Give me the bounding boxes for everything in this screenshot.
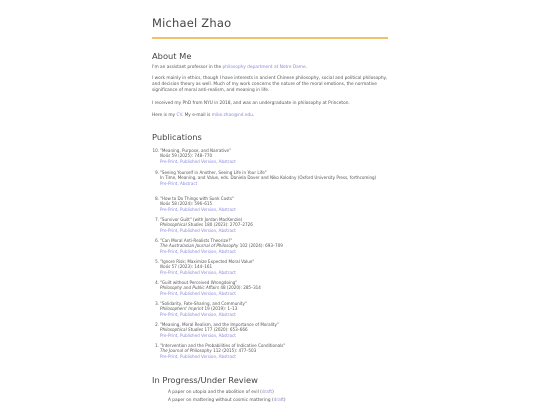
publication-details: In Time, Meaning, and Value, eds. Daniela Dover and Niko Kolodny (Oxford University Press, forthcoming)	[160, 175, 377, 181]
publication-item	[155, 280, 388, 296]
publication-number: 9.	[155, 170, 159, 175]
publication-number: 10.	[152, 148, 159, 153]
contact-suffix: .	[252, 113, 255, 118]
publication-item	[152, 148, 388, 164]
publication-details: 19 (2019): 1–13	[203, 306, 238, 312]
publication-journal: Noûs	[160, 264, 171, 270]
publication-number: 5.	[155, 259, 159, 264]
publication-item	[155, 238, 388, 254]
publication-links[interactable]: Pre-Print, Published Version, Abstract	[160, 353, 236, 359]
about-intro	[152, 65, 388, 71]
publication-title: "Ignore Risk; Maximize Expected Moral Value"	[160, 259, 255, 264]
publication-journal: The Australasian Journal of Philosophy	[160, 243, 239, 249]
publication-links[interactable]: Pre-Print, Published Version, Abstract	[160, 332, 236, 338]
department-link[interactable]: philosophy department at Notre Dame	[222, 65, 306, 70]
publication-links[interactable]: Pre-Print, Abstract	[160, 180, 198, 186]
publication-number: 7.	[155, 217, 159, 222]
publication-journal: Philosophical Studies	[160, 327, 204, 333]
draft-link[interactable]: draft	[273, 398, 284, 403]
about-heading: About Me	[152, 51, 192, 61]
in-progress-heading: In Progress/Under Review	[152, 375, 258, 385]
email-prefix: . My e-mail is	[181, 113, 212, 118]
publication-title: "Can Moral Anti-Realists Theorize?"	[160, 238, 233, 243]
publication-item	[155, 322, 388, 338]
publication-item	[155, 343, 388, 359]
draft-link[interactable]: draft	[261, 390, 273, 395]
about-education: I received my PhD from NYU in 2018, and was an undergraduate in philosophy at Princeton.	[152, 101, 350, 106]
publication-item	[155, 301, 388, 317]
in-progress-suffix: )	[283, 398, 286, 403]
publication-title: "Survivor Guilt" (with Jordan MacKenzie)	[160, 217, 243, 222]
publication-item	[155, 170, 388, 186]
about-research: I work mainly in ethics, though I have interests in ancient Chinese philosophy, social and political philosophy, and decision theory as well. Much of my work concerns the nature of the moral emotions, the normative significance of moral anti-realism, and meaning in life.	[152, 76, 388, 93]
publication-journal: The Journal of Philosophy	[160, 348, 212, 354]
publication-number: 3.	[155, 301, 159, 306]
publication-number: 8.	[155, 196, 159, 201]
publication-journal: Philosophy and Public Affairs	[160, 285, 220, 291]
publication-links[interactable]: Pre-Print, Published Version, Abstract	[160, 290, 236, 296]
publication-links[interactable]: Pre-Print, Published Version, Abstract	[160, 158, 236, 164]
publication-title: "Meaning, Moral Realism, and the Importance of Morality"	[160, 322, 279, 327]
publication-title: "How to Do Things with Sunk Costs"	[160, 196, 234, 201]
publication-links[interactable]: Pre-Print, Published Version, Abstract	[160, 227, 236, 233]
publication-journal: Philosophers' Imprint	[160, 306, 204, 312]
publication-journal: Noûs	[160, 153, 171, 159]
in-progress-text: A paper on utopia and the abolition of evil (	[168, 390, 262, 395]
publication-title: "Guilt without Perceived Wrongdoing"	[160, 280, 238, 285]
publication-links[interactable]: Pre-Print, Published Version, Abstract	[160, 311, 236, 317]
in-progress-text: A paper on mattering without cosmic mattering (	[168, 398, 274, 403]
page-title: Michael Zhao	[152, 16, 232, 30]
publication-title: "Seeing Yourself in Another, Seeing Life in Your Life"	[160, 170, 267, 175]
publication-links[interactable]: Pre-Print, Published Version, Abstract	[160, 206, 236, 212]
publication-journal: Noûs	[160, 201, 171, 207]
cv-link[interactable]: CV	[176, 113, 182, 118]
publication-item	[155, 217, 388, 233]
publication-details: 58 (2024): 596–615	[170, 201, 213, 207]
publication-details: 102 (2024): 693–709	[238, 243, 283, 249]
publication-venue	[160, 175, 388, 180]
about-intro-text: I'm an assistant professor in the	[152, 65, 223, 70]
publications-heading: Publications	[152, 132, 202, 142]
publication-journal: Philosophical Studies	[160, 222, 204, 228]
publication-details: 112 (2015): 477–503	[211, 348, 257, 354]
publication-details: 57 (2023): 144–161	[170, 264, 213, 270]
publication-item	[155, 259, 388, 275]
publication-number: 4.	[155, 280, 159, 285]
publication-item	[155, 196, 388, 212]
in-progress-suffix: )	[272, 390, 274, 395]
publication-title: "Solidarity, Fate-Sharing, and Community"	[160, 301, 247, 306]
in-progress-item	[168, 390, 388, 396]
publication-details: 48 (2020): 285–314	[219, 285, 261, 291]
publication-title: "Meaning, Purpose, and Narrative"	[160, 148, 231, 153]
publication-details: 180 (2023): 2707–2726	[203, 222, 253, 228]
publication-number: 2.	[155, 322, 159, 327]
email-link[interactable]: mike.zhao@nd.edu	[211, 113, 253, 118]
about-contact	[152, 113, 388, 119]
publication-title: "Intervention and the Probabilities of Indicative Conditionals"	[160, 343, 286, 348]
title-underline	[152, 37, 388, 39]
publication-number: 1.	[155, 343, 159, 348]
publication-number: 6.	[155, 238, 159, 243]
publication-links[interactable]: Pre-Print, Published Version, Abstract	[160, 248, 236, 254]
cv-prefix: Here is my	[152, 113, 177, 118]
in-progress-item	[168, 398, 388, 404]
publication-details: 177 (2020): 653–666	[203, 327, 248, 333]
publication-details: 59 (2025): 748–770	[170, 153, 213, 159]
about-intro-suffix: .	[305, 65, 308, 70]
publication-links[interactable]: Pre-Print, Published Version, Abstract	[160, 269, 236, 275]
